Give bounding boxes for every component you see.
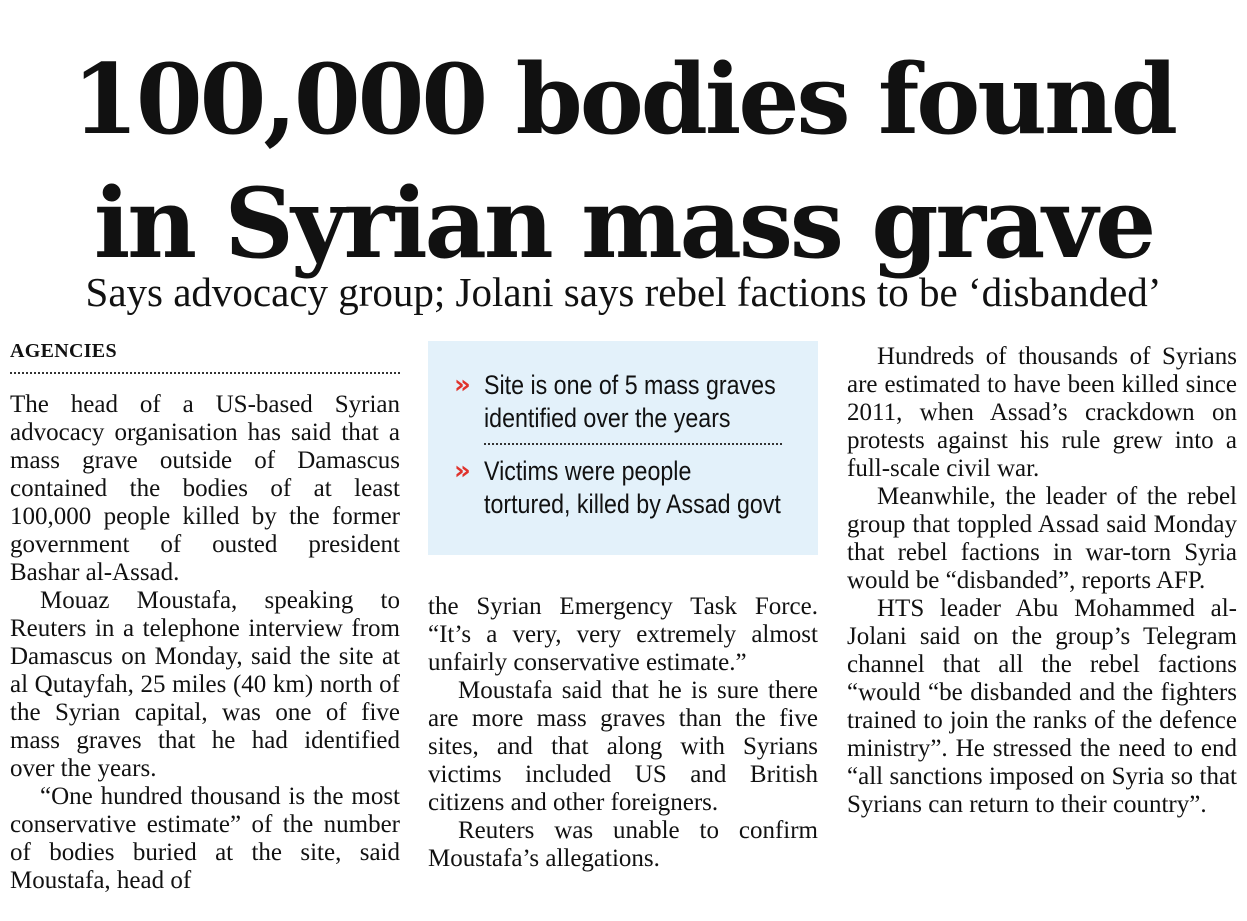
highlight-text: Victims were people	[484, 456, 692, 486]
highlight-item	[454, 455, 788, 521]
highlight-item	[454, 369, 788, 435]
highlight-text: identified over the years	[484, 403, 731, 433]
paragraph: Moustafa said that he is sure there are more mass graves than the five sites, and that along with Syrians victims included US and British citizens and other foreigners.	[428, 677, 818, 816]
paragraph: Reuters was unable to confirm Moustafa’s allegations.	[428, 817, 818, 872]
headline-line-1: 100,000 bodies found	[72, 43, 1175, 156]
article-column-3	[847, 343, 1237, 819]
double-chevron-icon: »	[454, 456, 465, 486]
article-column-1	[10, 391, 400, 895]
article-column-2	[428, 593, 818, 873]
subheadline: Says advocacy group; Jolani says rebel factions to be ‘disbanded’	[85, 269, 1162, 315]
headline-line-2: in Syrian mass grave	[93, 167, 1154, 280]
paragraph: “One hundred thousand is the most conservative estimate” of the number of bodies buried at the site, said Moustafa, head of	[10, 783, 400, 894]
paragraph: HTS leader Abu Mohammed al-Jolani said on the group’s Telegram channel that all the rebel factions “would “be disbanded and the fighters trained to join the ranks of the defence ministry”. He stressed the need to end “all sanctions imposed on Syria so that Syrians can return to their country”.	[847, 595, 1237, 818]
highlights-box	[428, 341, 818, 555]
paragraph: the Syrian Emergency Task Force. “It’s a very, very extremely almost unfairly conservative estimate.”	[428, 593, 818, 676]
headline	[0, 38, 1247, 286]
highlight-text: Site is one of 5 mass graves	[484, 370, 776, 400]
paragraph: Hundreds of thousands of Syrians are estimated to have been killed since 2011, when Assad’s crackdown on protests against his rule grew into a full-scale civil war.	[847, 343, 1237, 482]
double-chevron-icon: »	[454, 370, 465, 400]
paragraph: Mouaz Moustafa, speaking to Reuters in a telephone interview from Damascus on Monday, said the site at al Qutayfah, 25 miles (40 km) north of the Syrian capital, was one of five mass graves that he had identified over the years.	[10, 587, 400, 782]
highlight-text: tortured, killed by Assad govt	[484, 489, 781, 519]
paragraph: Meanwhile, the leader of the rebel group that toppled Assad said Monday that rebel factions in war-torn Syria would be “disbanded”, reports AFP.	[847, 483, 1237, 594]
divider	[484, 443, 782, 445]
paragraph: The head of a US-based Syrian advocacy organisation has said that a mass grave outside of Damascus contained the bodies of at least 100,000 people killed by the former government of ousted president Bashar al-Assad.	[10, 391, 400, 586]
byline: AGENCIES	[10, 338, 400, 374]
